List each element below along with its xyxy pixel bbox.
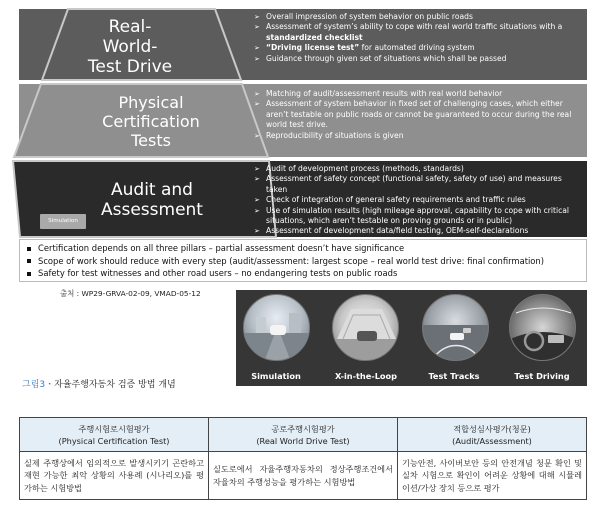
- tier-bullet-item: ➢ Overall impression of system behavior on public roads: [254, 12, 473, 21]
- tier-bullets-physical-certification: [254, 89, 582, 141]
- tier-bullet-item: ➢ Assessment of system behavior in fixed set of challenging cases, which either aren’t testable on public roads or cannot be guaranteed to occur during the real world test drive.: [254, 99, 572, 130]
- arrow-bullet-icon: ➢: [254, 131, 260, 140]
- tier-bullet-item: ➢ “Driving license test” for automated driving system: [254, 43, 475, 53]
- x-in-the-loop-photo: [332, 294, 399, 361]
- summary-item: Safety for test witnesses and other road users – no endangering tests on public roads: [26, 267, 586, 280]
- label-simulation: Simulation: [251, 371, 301, 381]
- figure-number: 그림3: [22, 380, 46, 390]
- header-real-world-drive: 공로주행시험평가 (Real World Drive Test): [209, 418, 398, 452]
- tier-bullet-item: ➢ Assessment of safety concept (functional safety, safety of use) and measures taken: [254, 174, 562, 194]
- tier-bullet-item: ➢ Check of integration of general safety requirements and traffic rules: [254, 195, 526, 205]
- evaluation-table: [19, 417, 587, 500]
- tier-bullet-item: ➢ Assessment of development data/field testing, OEM-self-declarations: [254, 226, 529, 236]
- tier-bullet-item: ➢ Matching of audit/assessment results with real world behavior: [254, 89, 503, 98]
- figure-caption: [22, 377, 176, 390]
- table-header-row: [20, 418, 587, 452]
- tier-title-audit: Audit and Assessment: [101, 180, 203, 221]
- tier-bullet-item: ➢ Reproducibility of situations is given: [254, 130, 404, 140]
- label-test-tracks: Test Tracks: [428, 371, 480, 381]
- arrow-bullet-icon: ➢: [254, 23, 260, 32]
- tier-bullet-item: ➢ Assessment of system’s ability to cope with real world traffic situations with a standardized checklist: [254, 22, 563, 42]
- arrow-bullet-icon: ➢: [254, 44, 260, 53]
- tier-bullet-item: ➢ Audit of development process (methods, standards): [254, 164, 464, 173]
- header-audit-assessment: 적합성심사평가(청문) (Audit/Assessment): [398, 418, 587, 452]
- table-cell: 실도로에서 자율주행자동차의 정상주행조건에서 자율차의 주행성능을 평가하는 시험방법: [209, 452, 398, 500]
- test-driving-photo: [509, 294, 576, 361]
- table-cell: 실제 주행상에서 임의적으로 발생시키기 곤란하고 재현 가능한 최악 상황의 사용례 (시나리오)를 평가하는 시험방법: [20, 452, 209, 500]
- table-row: [20, 452, 587, 500]
- arrow-bullet-icon: ➢: [254, 13, 260, 21]
- test-tracks-photo: [422, 294, 489, 361]
- tier-title-real-world: Real- World- Test Drive: [87, 17, 173, 78]
- arrow-bullet-icon: ➢: [254, 175, 260, 184]
- method-image-strip: [236, 290, 587, 386]
- header-physical-certification: 주행시험로시험평가 (Physical Certification Test): [20, 418, 209, 452]
- label-test-driving: Test Driving: [514, 371, 570, 381]
- tier-bullet-item: ➢ Guidance through given set of situations which shall be passed: [254, 53, 507, 63]
- table-cell: 기능안전, 사이버보안 등의 안전개념 청문 확인 및 실차 시험으로 확인이 어려운 상황에 대해 시뮬레이션/가상 장치 등으로 평가: [398, 452, 587, 500]
- arrow-bullet-icon: ➢: [254, 90, 260, 98]
- summary-box: [19, 239, 587, 282]
- arrow-bullet-icon: ➢: [254, 196, 260, 205]
- summary-item: Certification depends on all three pillars – partial assessment doesn’t have significance: [26, 242, 586, 255]
- tier-bullets-audit: [254, 164, 582, 237]
- tier-bullets-real-world: [254, 12, 582, 64]
- arrow-bullet-icon: ➢: [254, 227, 260, 236]
- caption-separator: ・: [45, 380, 55, 390]
- caption-text: 자율주행자동차 검증 방법 개념: [54, 380, 176, 390]
- arrow-bullet-icon: ➢: [254, 165, 260, 173]
- arrow-bullet-icon: ➢: [254, 54, 260, 63]
- arrow-bullet-icon: ➢: [254, 206, 260, 215]
- tier-title-physical-certification: Physical Certification Tests: [102, 93, 200, 150]
- source-note: 출처 : WP29-GRVA-02-09, VMAD-05-12: [60, 289, 201, 298]
- simulation-photo: [243, 294, 310, 361]
- label-x-in-the-loop: X-in-the-Loop: [334, 371, 398, 381]
- tier-bullet-item: ➢ Use of simulation results (high mileage approval, capability to cope with critical situations, which aren’t testable on proving grounds or in public): [254, 205, 570, 226]
- summary-item: Scope of work should reduce with every step (audit/assessment: largest scope – real world test drive: final confirmation): [26, 255, 586, 268]
- simulation-badge: Simulation: [40, 214, 86, 229]
- arrow-bullet-icon: ➢: [254, 100, 260, 109]
